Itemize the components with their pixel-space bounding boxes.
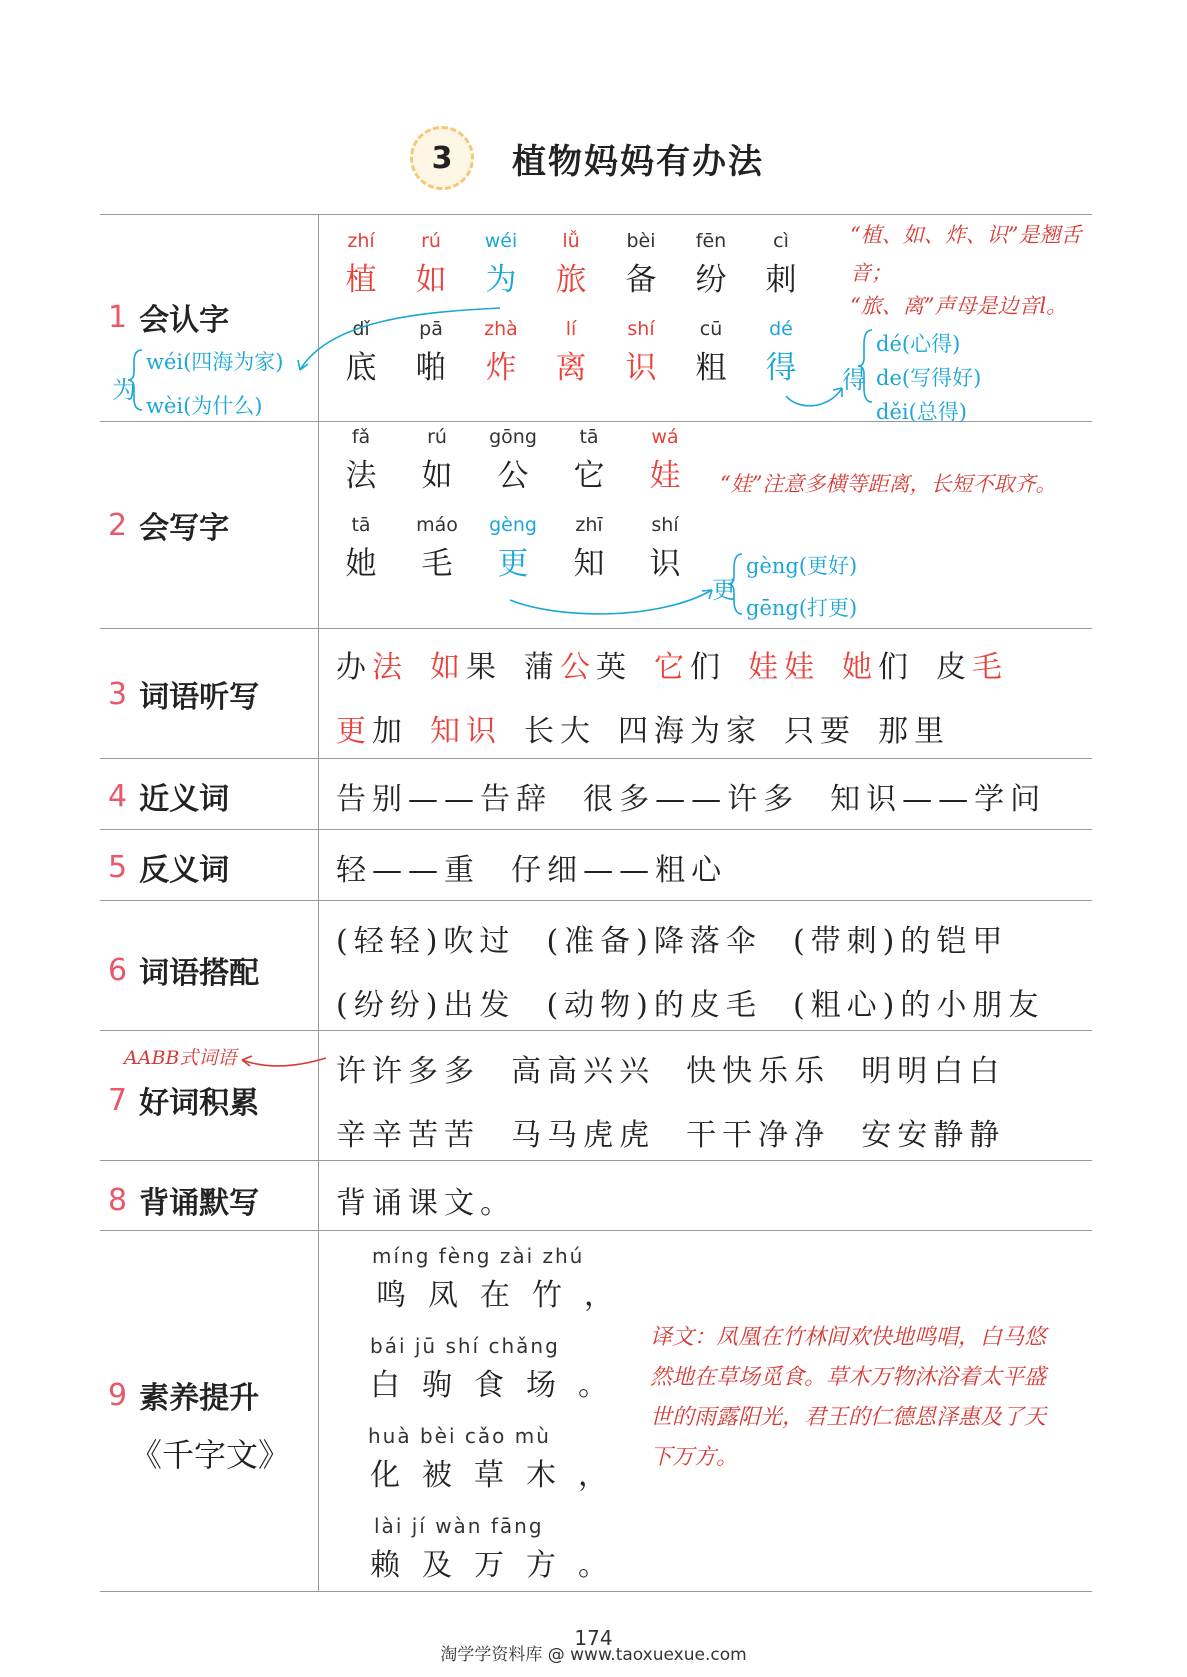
- row-divider: [100, 829, 1092, 830]
- hanzi: 它: [573, 458, 605, 494]
- row9-subtitle: 《千字文》: [130, 1436, 291, 1474]
- polyphone-geng-char: 更: [712, 576, 736, 604]
- poem-line-2: 白驹食场。: [370, 1368, 630, 1403]
- dictation-word: 它们: [654, 650, 726, 685]
- row-divider: [100, 1030, 1092, 1031]
- pinyin: máo: [416, 514, 458, 536]
- pinyin: tā: [579, 426, 599, 448]
- pinyin: rú: [421, 230, 441, 252]
- polyphone-geng-1: gèng(更好): [746, 554, 858, 578]
- lesson-number-badge: 3: [410, 126, 474, 190]
- dictation-word: 她们: [842, 650, 914, 685]
- row-label-6: 6 词语搭配: [108, 952, 260, 991]
- polyphone-wei-2: wèi(为什么): [146, 394, 263, 418]
- row-label-2: 2 会写字: [108, 507, 230, 546]
- row-divider: [100, 900, 1092, 901]
- pinyin: gōng: [489, 426, 537, 448]
- polyphone-wei-1: wéi(四海为家): [146, 350, 284, 374]
- row-divider: [100, 758, 1092, 759]
- row-divider: [100, 1230, 1092, 1231]
- poem-pinyin-3: huà bèi cǎo mù: [368, 1424, 551, 1448]
- poem-line-1: 鸣凤在竹，: [376, 1278, 636, 1313]
- note-aabb: AABB式词语: [124, 1047, 237, 1069]
- dictation-word: 更加: [336, 714, 408, 749]
- hanzi: 为: [485, 262, 517, 298]
- row-label-8: 8 背诵默写: [108, 1182, 260, 1221]
- polyphone-de-3: děi(总得): [876, 400, 967, 424]
- page-title: 植物妈妈有办法: [512, 141, 764, 182]
- pinyin: wá: [651, 426, 679, 448]
- hanzi: 得: [765, 350, 797, 386]
- poem-line-3: 化被草木，: [370, 1458, 630, 1493]
- column-divider: [318, 214, 319, 1591]
- collocation-line-1: (轻轻)吹过 (准备)降落伞 (带刺)的铠甲: [336, 924, 1009, 959]
- dictation-word: 只要: [784, 714, 856, 749]
- note-wa-writing: “娃”注意多横等距离，长短不取齐。: [720, 472, 1057, 496]
- dictation-word: 知识: [430, 714, 502, 749]
- page-number: 174: [574, 1626, 613, 1650]
- row-label-7: 7 好词积累: [108, 1082, 260, 1121]
- polyphone-wei-char: 为: [112, 376, 136, 404]
- hanzi: 更: [497, 546, 529, 582]
- hanzi: 知: [573, 546, 605, 582]
- dictation-word: 那里: [878, 714, 950, 749]
- source-watermark: 淘学学资料库 @ www.taoxuexue.com: [440, 1645, 747, 1665]
- row-label-5: 5 反义词: [108, 849, 230, 888]
- hanzi: 粗: [695, 350, 727, 386]
- pinyin: zhà: [484, 318, 518, 340]
- poem-pinyin-1: míng fèng zài zhú: [372, 1244, 585, 1268]
- poem-line-4: 赖及万方。: [370, 1548, 630, 1583]
- polyphone-de-2: de(写得好): [876, 366, 982, 390]
- dictation-word: 如果: [430, 650, 502, 685]
- synonyms-line: 告别——告辞 很多——许多 知识——学问: [336, 782, 1047, 817]
- pinyin: wéi: [484, 230, 518, 252]
- hanzi: 娃: [649, 458, 681, 494]
- dictation-word: 长大: [524, 714, 596, 749]
- row-divider: [100, 628, 1092, 629]
- pinyin: rú: [427, 426, 447, 448]
- hanzi: 她: [345, 546, 377, 582]
- good-words-line-2: 辛辛苦苦 马马虎虎 干干净净 安安静静: [336, 1118, 1006, 1153]
- hanzi: 公: [497, 458, 529, 494]
- pinyin: gèng: [489, 514, 537, 536]
- hanzi: 如: [421, 458, 453, 494]
- poem-pinyin-2: bái jū shí chǎng: [370, 1334, 560, 1358]
- row-label-1: 1 会认字: [108, 299, 230, 338]
- hanzi: 刺: [765, 262, 797, 298]
- pinyin: lí: [565, 318, 577, 340]
- hanzi: 植: [345, 262, 377, 298]
- pinyin: shí: [627, 318, 655, 340]
- note-lateral: “旅、离”声母是边音l。: [850, 294, 1068, 318]
- pinyin: dé: [769, 318, 793, 340]
- dictation-word: 四海为家: [618, 714, 762, 749]
- dictation-word: 皮毛: [936, 650, 1008, 685]
- row-label-9: 9 素养提升: [108, 1377, 260, 1416]
- pinyin: shí: [651, 514, 679, 536]
- pinyin: zhī: [575, 514, 603, 536]
- good-words-line-1: 许许多多 高高兴兴 快快乐乐 明明白白: [336, 1054, 1006, 1089]
- pinyin: fēn: [695, 230, 727, 252]
- dictation-line-1: [336, 642, 1030, 686]
- pinyin: cì: [773, 230, 789, 252]
- polyphone-de-char: 得: [842, 366, 866, 394]
- hanzi: 如: [415, 262, 447, 298]
- pinyin: tā: [351, 514, 371, 536]
- dictation-word: 娃娃: [748, 650, 820, 685]
- pinyin: zhí: [347, 230, 375, 252]
- hanzi: 离: [555, 350, 587, 386]
- pinyin: lǚ: [562, 230, 580, 252]
- hanzi: 法: [345, 458, 377, 494]
- row-label-3: 3 词语听写: [108, 676, 260, 715]
- antonyms-line: 轻——重 仔细——粗心: [336, 853, 728, 888]
- hanzi: 备: [625, 262, 657, 298]
- polyphone-de-1: dé(心得): [876, 332, 961, 356]
- pinyin: pā: [419, 318, 443, 340]
- dictation-word: 蒲公英: [524, 650, 632, 685]
- note-retroflex: “植、如、炸、识”是翘舌音；: [850, 223, 1082, 285]
- recite-line: 背诵课文。: [336, 1186, 516, 1221]
- row-label-4: 4 近义词: [108, 778, 230, 817]
- pinyin: cū: [699, 318, 723, 340]
- polyphone-geng-2: gēng(打更): [746, 596, 858, 620]
- pinyin: fǎ: [351, 426, 371, 448]
- poem-translation: 译文：凤凰在竹林间欢快地鸣唱，白马悠然地在草场觅食。草木万物沐浴着太平盛世的雨露阳光，君王的仁德恩泽惠及了天下万方。: [650, 1325, 1047, 1470]
- hanzi: 纷: [695, 262, 727, 298]
- hanzi: 旅: [555, 262, 587, 298]
- dictation-word: 办法: [336, 650, 408, 685]
- table-border-bottom: [100, 1591, 1092, 1592]
- hanzi: 炸: [485, 350, 517, 386]
- poem-pinyin-4: lài jí wàn fāng: [374, 1514, 544, 1538]
- pinyin: dǐ: [352, 318, 370, 340]
- hanzi: 毛: [421, 546, 453, 582]
- table-border-top: [100, 214, 1092, 215]
- hanzi: 识: [649, 546, 681, 582]
- hanzi: 啪: [415, 350, 447, 386]
- collocation-line-2: (纷纷)出发 (动物)的皮毛 (粗心)的小朋友: [336, 988, 1045, 1023]
- pinyin: bèi: [626, 230, 656, 252]
- row-divider: [100, 1160, 1092, 1161]
- dictation-line-2: [336, 706, 972, 750]
- lesson-header: [410, 122, 764, 194]
- hanzi: 识: [625, 350, 657, 386]
- hanzi: 底: [345, 350, 377, 386]
